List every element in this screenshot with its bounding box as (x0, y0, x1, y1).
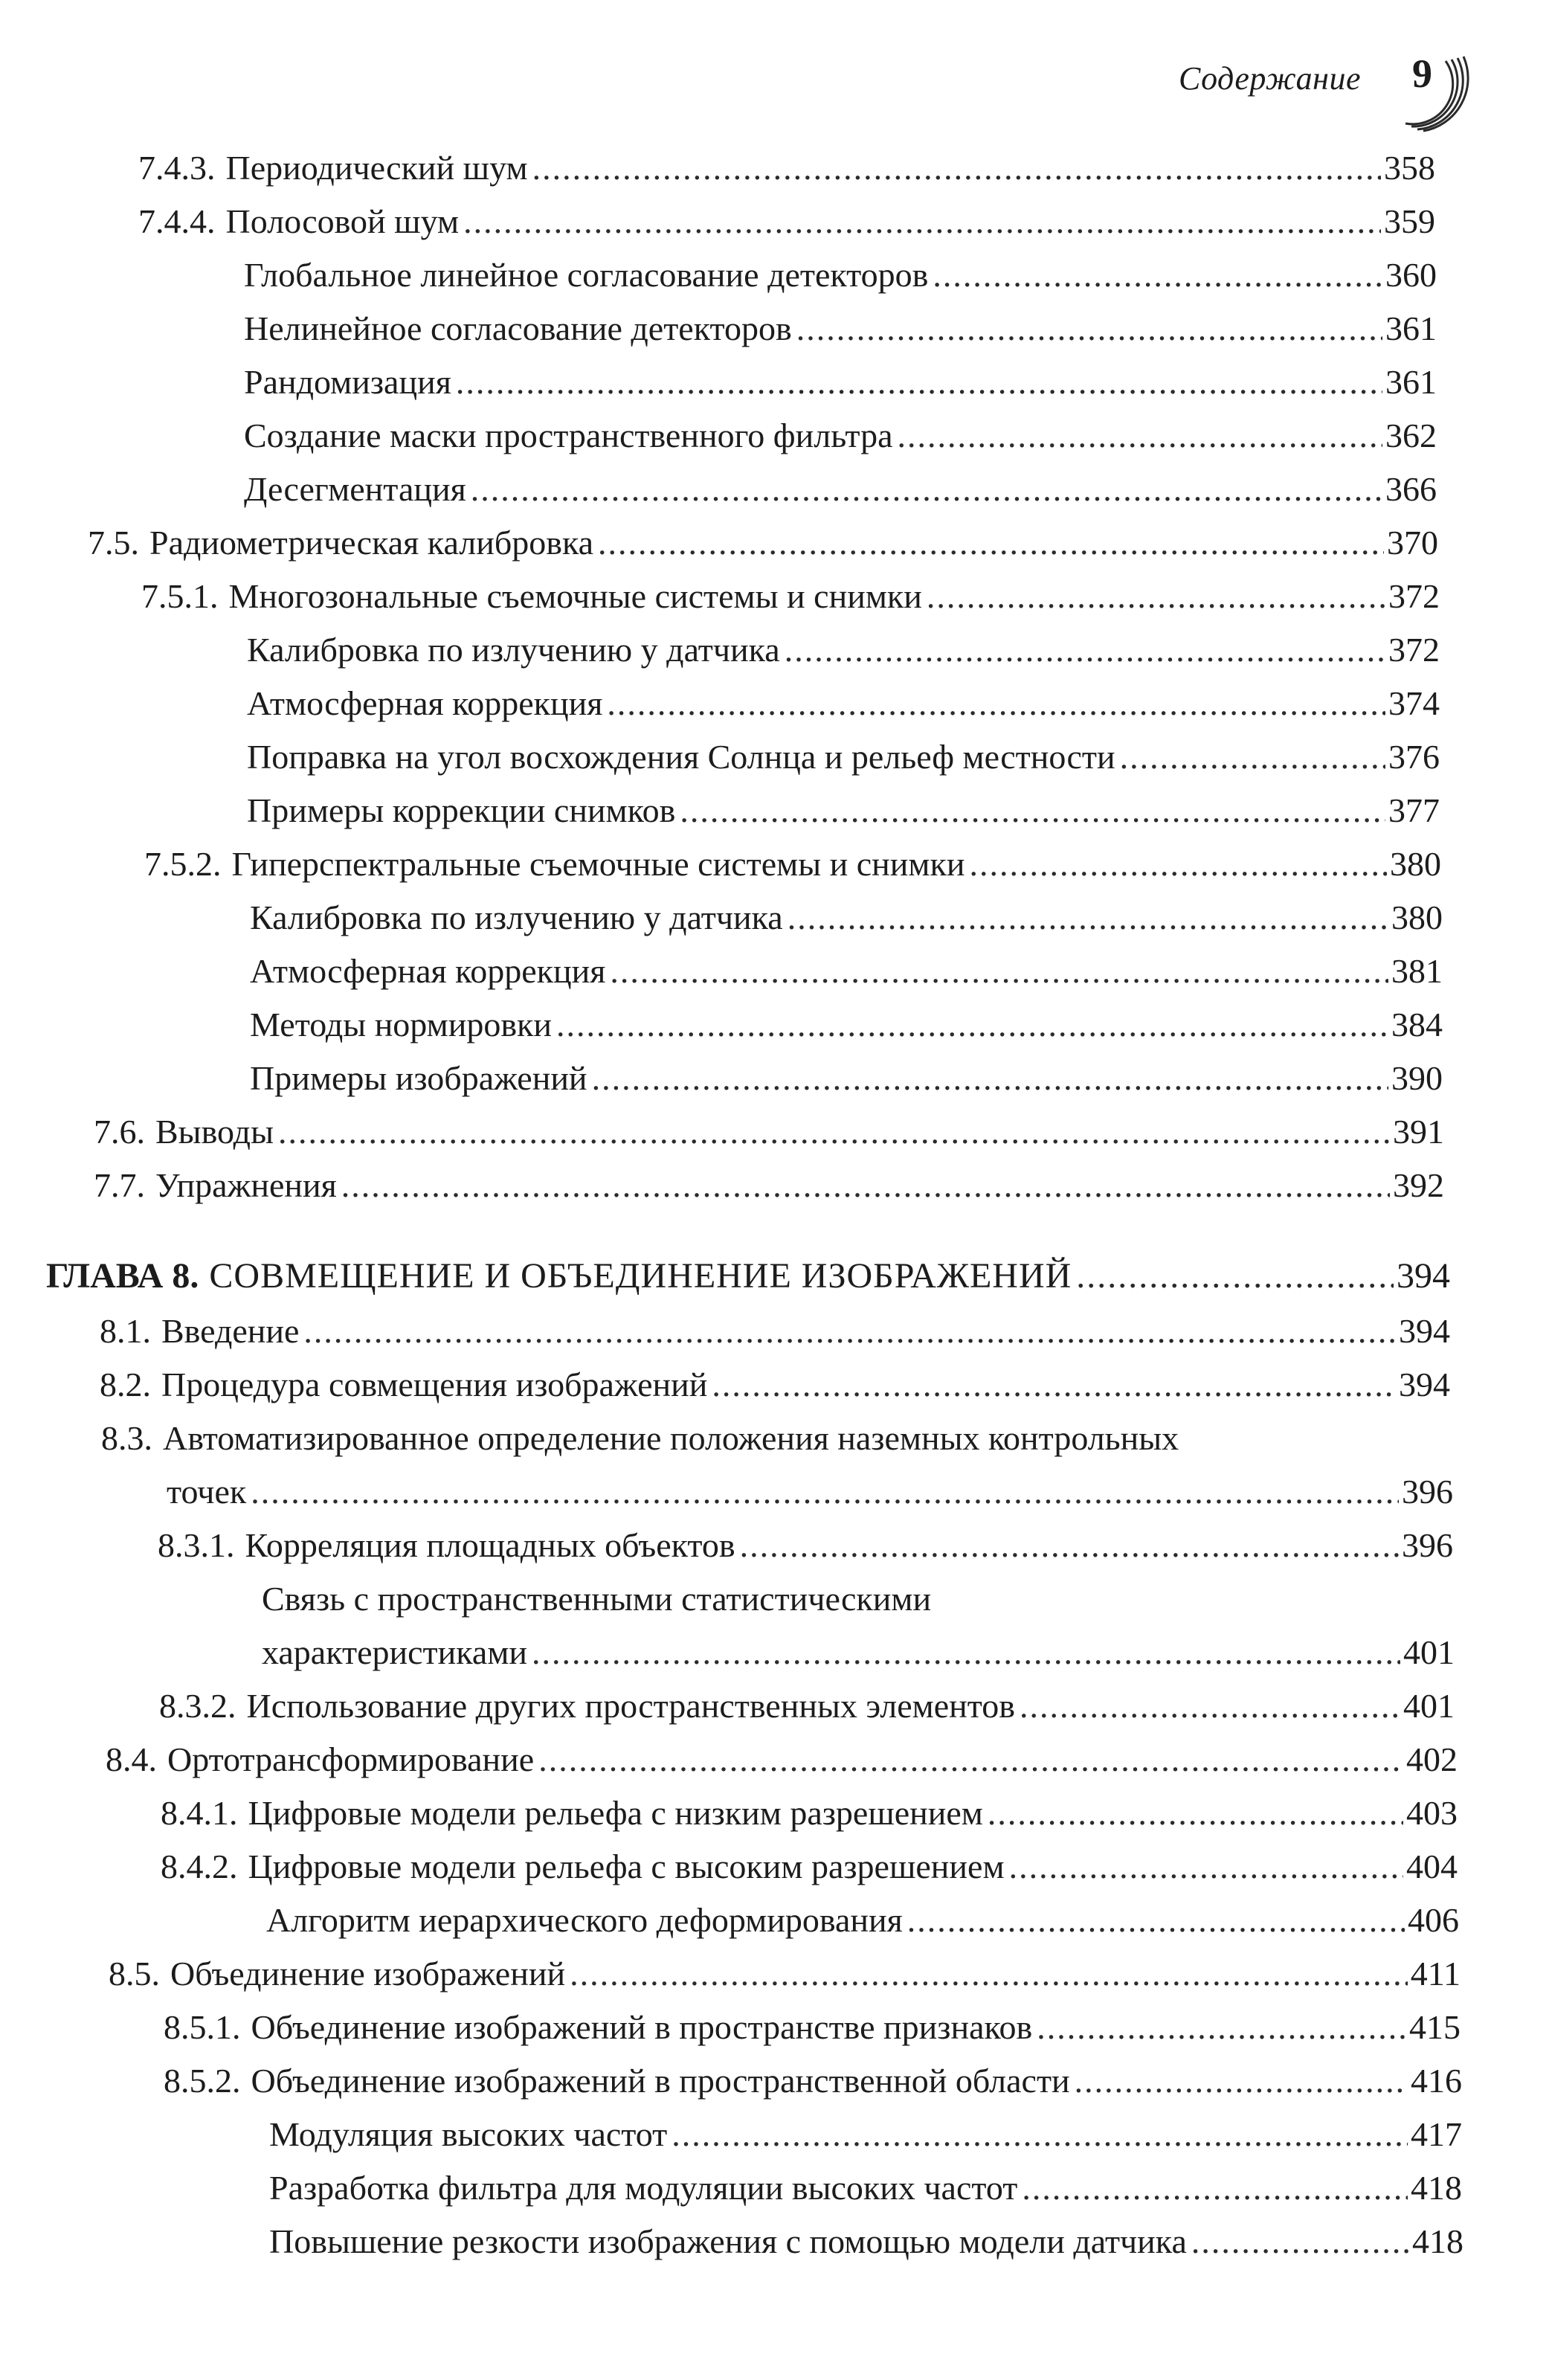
leader-dots (592, 1056, 1388, 1101)
entry-title-continued: характеристиками (262, 1633, 528, 1671)
entry-title: Объединение изображений (170, 1955, 566, 1993)
toc-entry (164, 2059, 1462, 2103)
entry-title: Десегментация (244, 470, 466, 508)
toc-entry-first-line (262, 1577, 931, 1621)
entry-title: Периодический шум (225, 149, 528, 187)
entry-number: 7.5.2. (144, 845, 222, 883)
leader-dots (532, 1630, 1400, 1675)
entry-page: 416 (1411, 2062, 1462, 2100)
running-title: Содержание (1178, 60, 1361, 97)
entry-page: 396 (1402, 1473, 1453, 1511)
toc-entry (247, 788, 1440, 833)
entry-page: 358 (1384, 149, 1435, 187)
entry-title: Гиперспектральные съемочные системы и снимки (231, 845, 965, 883)
toc-entry (94, 1110, 1444, 1154)
leader-dots (1037, 2005, 1406, 2050)
leader-dots (1009, 1844, 1403, 1889)
toc-entry (161, 1844, 1458, 1889)
chapter-label: ГЛАВА 8. (46, 1256, 199, 1296)
entry-title: Калибровка по излучению у датчика (250, 898, 783, 936)
entry-title: Методы нормировки (250, 1006, 553, 1043)
toc-entry (94, 1163, 1444, 1208)
leader-dots (796, 306, 1382, 351)
leader-dots (1120, 735, 1385, 779)
toc-entry (247, 628, 1440, 672)
toc-entry (100, 1363, 1450, 1407)
entry-number: 8.3. (101, 1419, 152, 1457)
entry-page: 361 (1385, 309, 1437, 347)
toc-entry (266, 1898, 1459, 1943)
leader-dots (341, 1163, 1390, 1208)
leader-dots (607, 681, 1385, 726)
toc-entry (262, 1630, 1455, 1675)
leader-dots (1076, 1254, 1394, 1299)
toc-entry (144, 842, 1441, 887)
entry-page: 418 (1412, 2222, 1463, 2260)
leader-dots (556, 1003, 1388, 1047)
toc-entry (244, 360, 1437, 405)
toc-entry (250, 895, 1443, 940)
entry-page: 394 (1399, 1312, 1450, 1350)
entry-page: 396 (1402, 1526, 1453, 1564)
toc-entry (106, 1737, 1458, 1782)
entry-title: Корреляция площадных объектов (245, 1526, 735, 1564)
entry-number: 8.5.2. (164, 2062, 241, 2100)
toc-entry (250, 1056, 1443, 1101)
entry-page: 381 (1391, 952, 1443, 990)
entry-title: Упражнения (155, 1166, 337, 1204)
leader-dots (251, 1470, 1399, 1514)
entry-number: 8.3.2. (159, 1687, 236, 1725)
entry-page: 380 (1391, 898, 1443, 936)
entry-page: 377 (1388, 791, 1440, 829)
entry-title: Создание маски пространственного фильтра (244, 416, 893, 454)
page-number-ornament-icon (1376, 43, 1472, 132)
entry-page: 406 (1408, 1901, 1459, 1939)
leader-dots (1075, 2059, 1408, 2103)
page-number: 9 (1412, 51, 1432, 96)
entry-page: 401 (1403, 1633, 1455, 1671)
entry-title: Рандомизация (244, 363, 451, 401)
leader-dots (471, 467, 1382, 512)
toc-entry (269, 2112, 1462, 2157)
entry-page: 417 (1411, 2115, 1462, 2153)
entry-title: Примеры изображений (250, 1059, 587, 1097)
entry-page: 390 (1391, 1059, 1443, 1097)
toc-entry-first-line (101, 1416, 1179, 1461)
leader-dots (463, 199, 1381, 244)
entry-title: Глобальное линейное согласование детекторов (244, 256, 929, 294)
entry-title: Выводы (155, 1113, 274, 1151)
toc-entry (244, 467, 1437, 512)
entry-title: Повышение резкости изображения с помощью модели датчика (269, 2222, 1187, 2260)
entry-number: 8.5. (109, 1955, 160, 1993)
toc-entry (250, 1003, 1443, 1047)
entry-number: 7.6. (94, 1113, 145, 1151)
entry-title: Полосовой шум (225, 202, 460, 240)
toc-entry (109, 1952, 1461, 1996)
leader-dots (610, 949, 1388, 994)
toc-entry (161, 1791, 1458, 1836)
entry-title: Поправка на угол восхождения Солнца и рельеф местности (247, 738, 1115, 776)
entry-page: 415 (1409, 2008, 1461, 2046)
entry-title: Алгоритм иерархического деформирования (266, 1901, 903, 1939)
entry-page: 384 (1391, 1006, 1443, 1043)
toc-entry (250, 949, 1443, 994)
leader-dots (456, 360, 1382, 405)
entry-title: Цифровые модели рельефа с низким разрешением (248, 1794, 983, 1832)
entry-number: 8.3.1. (158, 1526, 235, 1564)
leader-dots (680, 788, 1385, 833)
leader-dots (1020, 1684, 1400, 1728)
leader-dots (933, 253, 1382, 298)
toc-entry (164, 2005, 1461, 2050)
toc-entry (244, 253, 1437, 298)
toc-entry (138, 199, 1435, 244)
leader-dots (570, 1952, 1408, 1996)
entry-title: Связь с пространственными статистическими (262, 1580, 932, 1618)
toc-entry (247, 735, 1440, 779)
toc-entry (269, 2166, 1462, 2210)
leader-dots (785, 628, 1385, 672)
toc-entry (141, 574, 1440, 619)
toc-entry (244, 414, 1437, 458)
entry-title: Примеры коррекции снимков (247, 791, 676, 829)
chapter-title: СОВМЕЩЕНИЕ И ОБЪЕДИНЕНИЕ ИЗОБРАЖЕНИЙ (209, 1256, 1072, 1296)
entry-page: 394 (1397, 1256, 1450, 1296)
entry-page: 418 (1411, 2169, 1462, 2207)
entry-page: 366 (1385, 470, 1437, 508)
entry-page: 401 (1403, 1687, 1455, 1725)
entry-page: 404 (1406, 1847, 1458, 1885)
entry-number: 8.2. (100, 1366, 151, 1403)
leader-dots (598, 521, 1384, 565)
entry-title: Использование других пространственных элементов (246, 1687, 1015, 1725)
entry-title: Ортотрансформирование (167, 1740, 535, 1778)
entry-number: 7.5. (88, 524, 139, 562)
entry-page: 359 (1384, 202, 1435, 240)
entry-title-continued: точек (167, 1473, 247, 1511)
entry-number: 8.1. (100, 1312, 151, 1350)
entry-title: Введение (161, 1312, 300, 1350)
entry-title: Объединение изображений в пространственной области (251, 2062, 1070, 2100)
entry-title: Многозональные съемочные системы и снимки (228, 577, 922, 615)
leader-dots (672, 2112, 1408, 2157)
entry-title: Радиометрическая калибровка (149, 524, 594, 562)
entry-number: 7.7. (94, 1166, 145, 1204)
entry-page: 362 (1385, 416, 1437, 454)
toc-entry (247, 681, 1440, 726)
leader-dots (278, 1110, 1390, 1154)
toc-entry (269, 2219, 1463, 2264)
leader-dots (788, 895, 1388, 940)
toc-entry (159, 1684, 1455, 1728)
entry-page: 392 (1393, 1166, 1444, 1204)
entry-page: 374 (1388, 684, 1440, 722)
entry-number: 8.4. (106, 1740, 157, 1778)
toc-entry (88, 521, 1438, 565)
entry-page: 402 (1406, 1740, 1458, 1778)
leader-dots (1022, 2166, 1408, 2210)
entry-title: Цифровые модели рельефа с высоким разрешением (248, 1847, 1005, 1885)
leader-dots (1191, 2219, 1409, 2264)
entry-title: Калибровка по излучению у датчика (247, 631, 780, 669)
leader-dots (538, 1737, 1403, 1782)
entry-title: Объединение изображений в пространстве признаков (251, 2008, 1033, 2046)
leader-dots (712, 1363, 1396, 1407)
entry-page: 372 (1388, 577, 1440, 615)
leader-dots (988, 1791, 1403, 1836)
entry-page: 403 (1406, 1794, 1458, 1832)
leader-dots (532, 146, 1381, 190)
leader-dots (970, 842, 1388, 887)
leader-dots (907, 1898, 1405, 1943)
entry-page: 370 (1387, 524, 1438, 562)
entry-number: 7.4.3. (138, 149, 216, 187)
entry-title: Атмосферная коррекция (250, 952, 606, 990)
entry-page: 372 (1388, 631, 1440, 669)
entry-title: Автоматизированное определение положения наземных контрольных (163, 1419, 1179, 1457)
leader-dots (898, 414, 1383, 458)
toc-entry (158, 1523, 1453, 1568)
leader-dots (740, 1523, 1399, 1568)
entry-number: 8.4.1. (161, 1794, 238, 1832)
entry-page: 380 (1390, 845, 1441, 883)
entry-title: Модуляция высоких частот (269, 2115, 668, 2153)
entry-title: Процедура совмещения изображений (161, 1366, 708, 1403)
running-header (1101, 43, 1472, 132)
entry-number: 7.5.1. (141, 577, 219, 615)
toc-entry (138, 146, 1435, 190)
entry-title: Атмосферная коррекция (247, 684, 603, 722)
entry-page: 411 (1410, 1955, 1461, 1993)
entry-title: Разработка фильтра для модуляции высоких частот (269, 2169, 1018, 2207)
toc-chapter-heading (46, 1254, 1450, 1299)
entry-number: 8.4.2. (161, 1847, 238, 1885)
entry-page: 376 (1388, 738, 1440, 776)
toc-entry (100, 1309, 1450, 1354)
leader-dots (303, 1309, 1396, 1354)
entry-title: Нелинейное согласование детекторов (244, 309, 792, 347)
entry-page: 360 (1385, 256, 1437, 294)
toc-entry (244, 306, 1437, 351)
entry-page: 361 (1385, 363, 1437, 401)
toc-entry (167, 1470, 1453, 1514)
entry-page: 394 (1399, 1366, 1450, 1403)
entry-number: 8.5.1. (164, 2008, 241, 2046)
entry-number: 7.4.4. (138, 202, 216, 240)
entry-page: 391 (1393, 1113, 1444, 1151)
leader-dots (927, 574, 1385, 619)
